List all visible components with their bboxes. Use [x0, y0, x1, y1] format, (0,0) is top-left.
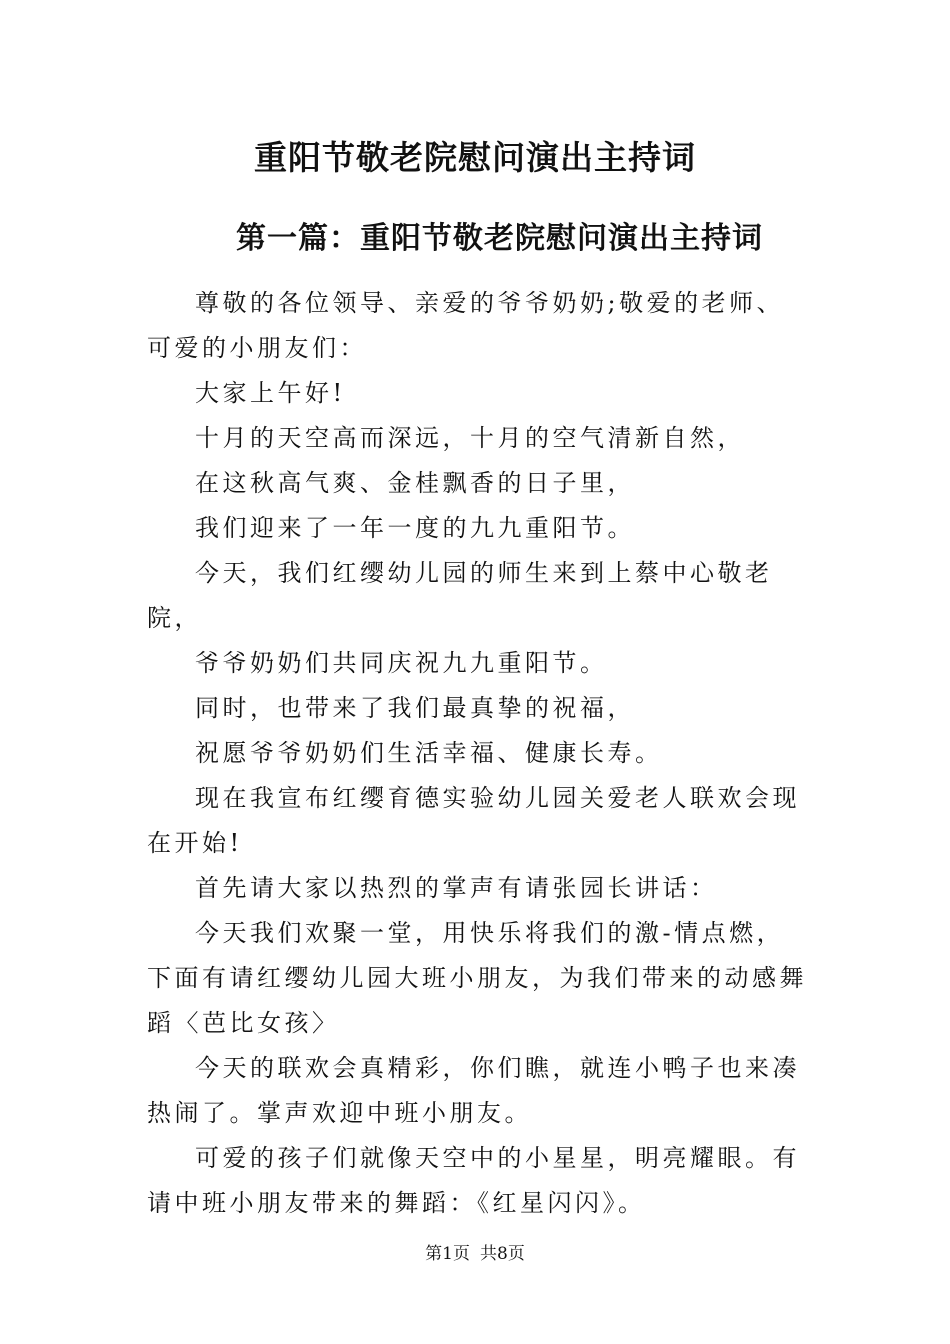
page-total: 共8页	[480, 1244, 525, 1264]
paragraph: 现在我宣布红缨育德实验幼儿园关爱老人联欢会现在开始!	[147, 784, 800, 857]
page-footer	[0, 1240, 950, 1268]
paragraph: 祝愿爷爷奶奶们生活幸福、健康长寿。	[195, 739, 663, 767]
paragraph: 首先请大家以热烈的掌声有请张园长讲话：	[195, 874, 718, 902]
paragraph: 尊敬的各位领导、亲爱的爷爷奶奶;敬爱的老师、可爱的小朋友们：	[147, 289, 785, 362]
paragraph: 十月的天空高而深远，十月的空气清新自然，	[195, 424, 745, 452]
paragraph: 大家上午好!	[195, 379, 346, 407]
section-heading: 第一篇：重阳节敬老院慰问演出主持词	[236, 221, 763, 256]
document-body	[147, 281, 811, 1226]
paragraph: 今天我们欢聚一堂，用快乐将我们的激-情点燃，下面有请红缨幼儿园大班小朋友，为我们带来的动感舞蹈〈芭比女孩〉	[147, 919, 807, 1037]
paragraph: 可爱的孩子们就像天空中的小星星，明亮耀眼。有请中班小朋友带来的舞蹈：《红星闪闪》。	[147, 1144, 800, 1217]
document-title: 重阳节敬老院慰问演出主持词	[254, 138, 696, 177]
page-number: 第1页	[425, 1244, 470, 1264]
paragraph: 今天的联欢会真精彩，你们瞧，就连小鸭子也来凑热闹了。掌声欢迎中班小朋友。	[147, 1054, 800, 1127]
paragraph: 同时，也带来了我们最真挚的祝福，	[195, 694, 635, 722]
paragraph: 爷爷奶奶们共同庆祝九九重阳节。	[195, 649, 608, 677]
paragraph: 今天，我们红缨幼儿园的师生来到上蔡中心敬老院，	[147, 559, 773, 632]
paragraph: 在这秋高气爽、金桂飘香的日子里，	[195, 469, 635, 497]
paragraph: 我们迎来了一年一度的九九重阳节。	[195, 514, 635, 542]
